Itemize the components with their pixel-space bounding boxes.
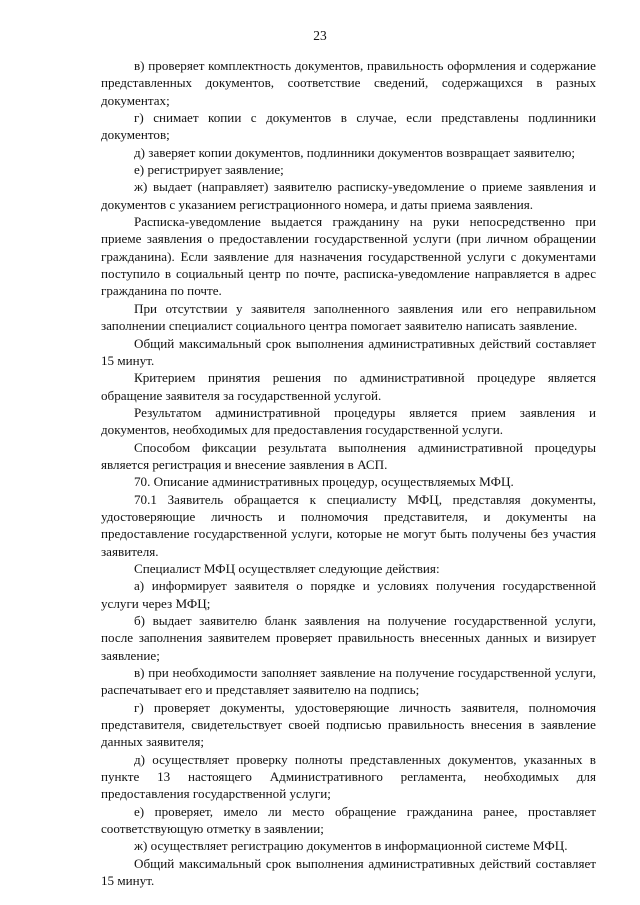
paragraph-max-time-2: Общий максимальный срок выполнения административных действий составляет 15 минут.	[101, 855, 596, 889]
paragraph-e-check-previous: е) проверяет, имело ли место обращение гражданина ранее, проставляет соответствующую отметку в заявлении;	[101, 803, 596, 837]
paragraph-procedure-result: Результатом административной процедуры является прием заявления и документов, необходимых для предоставления государственной услуги.	[101, 404, 596, 438]
paragraph-g-make-copies: г) снимает копии с документов в случае, если представлены подлинники документов;	[101, 110, 596, 143]
paragraph-b-issue-form: б) выдает заявителю бланк заявления на получение государственной услуги, после заполнения заявителем проверяет правильность внесенных данных и визирует заявление;	[101, 613, 596, 663]
paragraph-e-register: е) регистрирует заявление;	[134, 162, 284, 178]
paragraph-d-check-completeness: д) осуществляет проверку полноты представленных документов, указанных в пункте 13 настоящего Административного регламента, необходимых для предоставления государственной услуги;	[101, 751, 596, 802]
paragraph-receipt-notice: Расписка-уведомление выдается гражданину на руки непосредственно при приеме заявления о предоставлении государственной услуги (при личном обращении гражданина). Если заявление для назначения государственной услуги с документами поступило в социальный центр по почте, расписка-уведомление направляется в адрес гражданина по почте.	[101, 214, 596, 299]
paragraph-v-check-completeness: в) проверяет комплектность документов, правильность оформления и содержание представленных документов, соответствие сведений, содержащихся в разных документах;	[101, 58, 596, 108]
paragraph-max-time-1: Общий максимальный срок выполнения административных действий составляет 15 минут.	[101, 335, 596, 368]
paragraph-specialist-actions: Специалист МФЦ осуществляет следующие действия:	[134, 560, 440, 576]
paragraph-missing-application: При отсутствии у заявителя заполненного заявления или его неправильном заполнении специалист социального центра помогает заявителю написать заявление.	[101, 300, 596, 334]
paragraph-result-fixation: Способом фиксации результата выполнения административной процедуры является регистрация и внесение заявления в АСП.	[101, 439, 596, 472]
paragraph-zh-register-mfc: ж) осуществляет регистрацию документов в информационной системе МФЦ.	[134, 838, 568, 854]
document-body	[101, 57, 596, 890]
page-number: 23	[313, 28, 327, 43]
paragraph-section-70: 70. Описание административных процедур, осуществляемых МФЦ.	[134, 474, 514, 490]
paragraph-section-70-1: 70.1 Заявитель обращается к специалисту МФЦ, представляя документы, удостоверяющие личность и полномочия представителя, и документы на предоставление государственной услуги, которые не могут быть получены без участия заявителя.	[101, 491, 596, 559]
paragraph-g-check-identity: г) проверяет документы, удостоверяющие личность заявителя, полномочия представителя, свидетельствует своей подписью правильность внесения в заявление данных заявителя;	[101, 699, 596, 750]
paragraph-v-fill-application: в) при необходимости заполняет заявление на получение государственной услуги, распечатывает его и представляет заявителю на подпись;	[101, 665, 596, 698]
paragraph-d-certify-copies: д) заверяет копии документов, подлинники документов возвращает заявителю;	[134, 144, 575, 160]
paragraph-zh-issue-receipt: ж) выдает (направляет) заявителю расписку-уведомление о приеме заявления и документов с указанием регистрационного номера, и даты приема заявления.	[101, 179, 596, 212]
paragraph-decision-criterion: Критерием принятия решения по административной процедуре является обращение заявителя за государственной услугой.	[101, 370, 596, 403]
paragraph-a-inform: а) информирует заявителя о порядке и условиях получения государственной услуги через МФЦ;	[101, 578, 596, 611]
